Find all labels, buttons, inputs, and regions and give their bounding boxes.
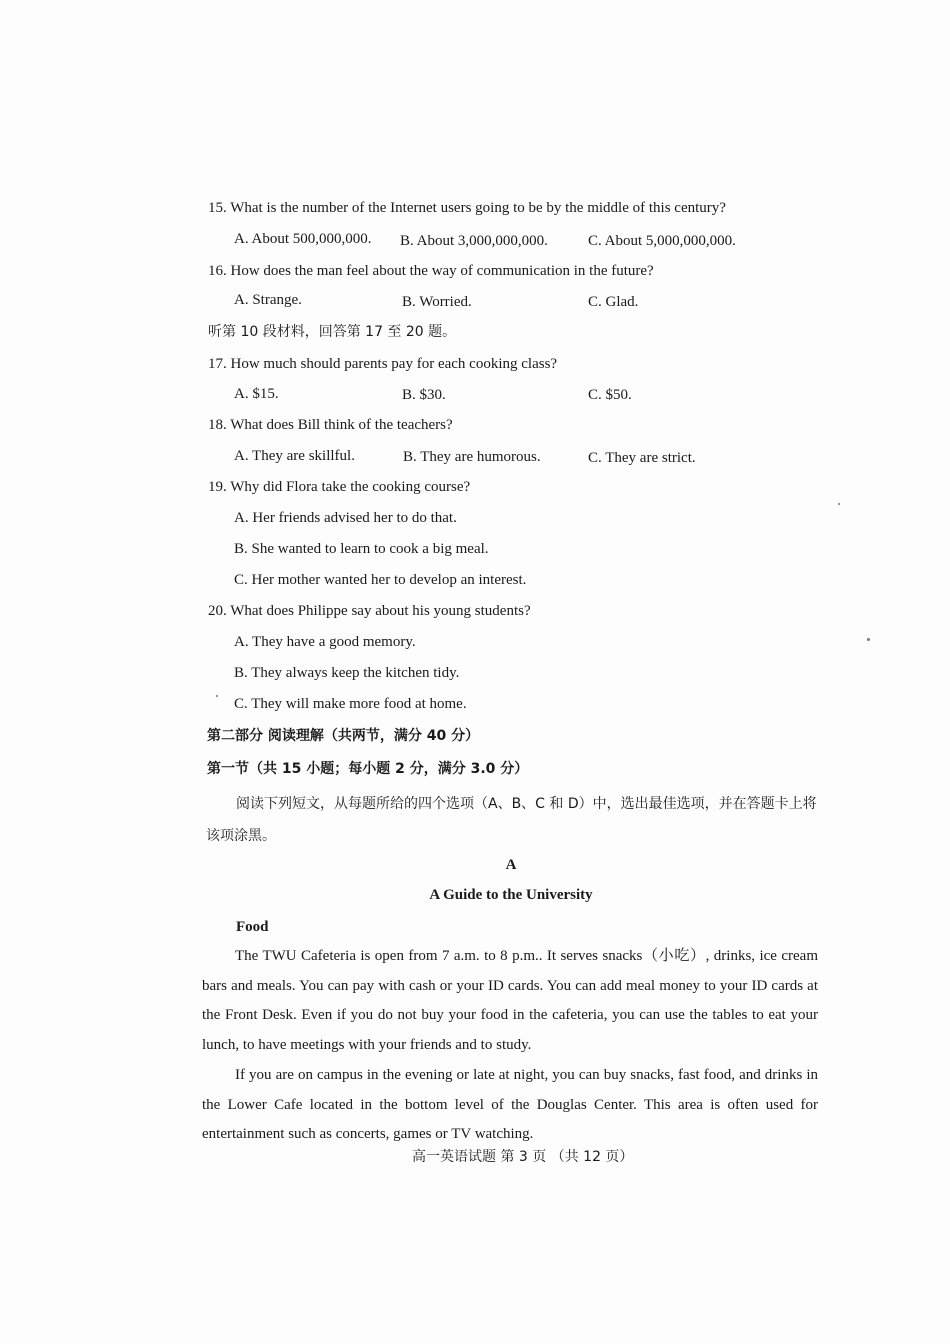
question-15-option-b: B. About 3,000,000,000.: [400, 233, 548, 249]
question-18-option-c: C. They are strict.: [588, 450, 696, 466]
question-18-stem: 18. What does Bill think of the teachers?: [208, 417, 453, 433]
question-19-option-b: B. She wanted to learn to cook a big meal.: [234, 541, 489, 557]
passage-subheading-food: Food: [236, 919, 269, 935]
passage-title: A Guide to the University: [429, 887, 593, 903]
question-16-option-a: A. Strange.: [234, 292, 302, 308]
page-footer: 高一英语试题 第 3 页 （共 12 页）: [412, 1149, 634, 1165]
question-16-option-b: B. Worried.: [402, 294, 472, 310]
question-18-option-a: A. They are skillful.: [234, 448, 355, 464]
section-one-heading: 第一节（共 15 小题；每小题 2 分，满分 3.0 分）: [207, 761, 529, 777]
question-16-stem: 16. How does the man feel about the way of communication in the future?: [208, 263, 654, 279]
question-15-option-c: C. About 5,000,000,000.: [588, 233, 736, 249]
question-18-option-b: B. They are humorous.: [403, 449, 541, 465]
question-20-option-c: C. They will make more food at home.: [234, 696, 467, 712]
scan-speck: [838, 503, 840, 505]
part-two-heading: 第二部分 阅读理解（共两节，满分 40 分）: [207, 728, 480, 744]
listening-instruction: 听第 10 段材料，回答第 17 至 20 题。: [208, 324, 457, 340]
question-17-option-a: A. $15.: [234, 386, 279, 402]
question-19-option-c: C. Her mother wanted her to develop an interest.: [234, 572, 527, 588]
question-15-option-a: A. About 500,000,000.: [234, 231, 372, 247]
question-16-option-c: C. Glad.: [588, 294, 639, 310]
question-20-option-b: B. They always keep the kitchen tidy.: [234, 665, 460, 681]
passage-letter: A: [505, 857, 517, 873]
question-15-stem: 15. What is the number of the Internet users going to be by the middle of this century?: [208, 200, 726, 216]
question-20-stem: 20. What does Philippe say about his young students?: [208, 603, 531, 619]
scan-speck: [216, 695, 218, 697]
question-19-option-a: A. Her friends advised her to do that.: [234, 510, 457, 526]
question-19-stem: 19. Why did Flora take the cooking course?: [208, 479, 471, 495]
question-17-option-b: B. $30.: [402, 387, 446, 403]
question-17-stem: 17. How much should parents pay for each cooking class?: [208, 356, 558, 372]
passage-paragraph-2: If you are on campus in the evening or late at night, you can buy snacks, fast food, and drinks in the Lower Cafe located in the bottom level of the Douglas Center. This area is often used for entertainment such as concerts, games or TV watching.: [202, 1067, 818, 1142]
reading-instruction: 阅读下列短文，从每题所给的四个选项（A、B、C 和 D）中，选出最佳选项，并在答题卡上将该项涂黑。: [206, 796, 817, 844]
question-17-option-c: C. $50.: [588, 387, 632, 403]
passage-paragraph-1: The TWU Cafeteria is open from 7 a.m. to 8 p.m.. It serves snacks（小吃）, drinks, ice cream bars and meals. You can pay with cash or your ID cards. You can add meal money to your ID cards at the Front Desk. Even if you do not buy your food in the cafeteria, you can use the tables to eat your lunch, to have meetings with your friends and to study.: [202, 948, 818, 1053]
scan-speck: [867, 638, 870, 641]
question-20-option-a: A. They have a good memory.: [234, 634, 416, 650]
